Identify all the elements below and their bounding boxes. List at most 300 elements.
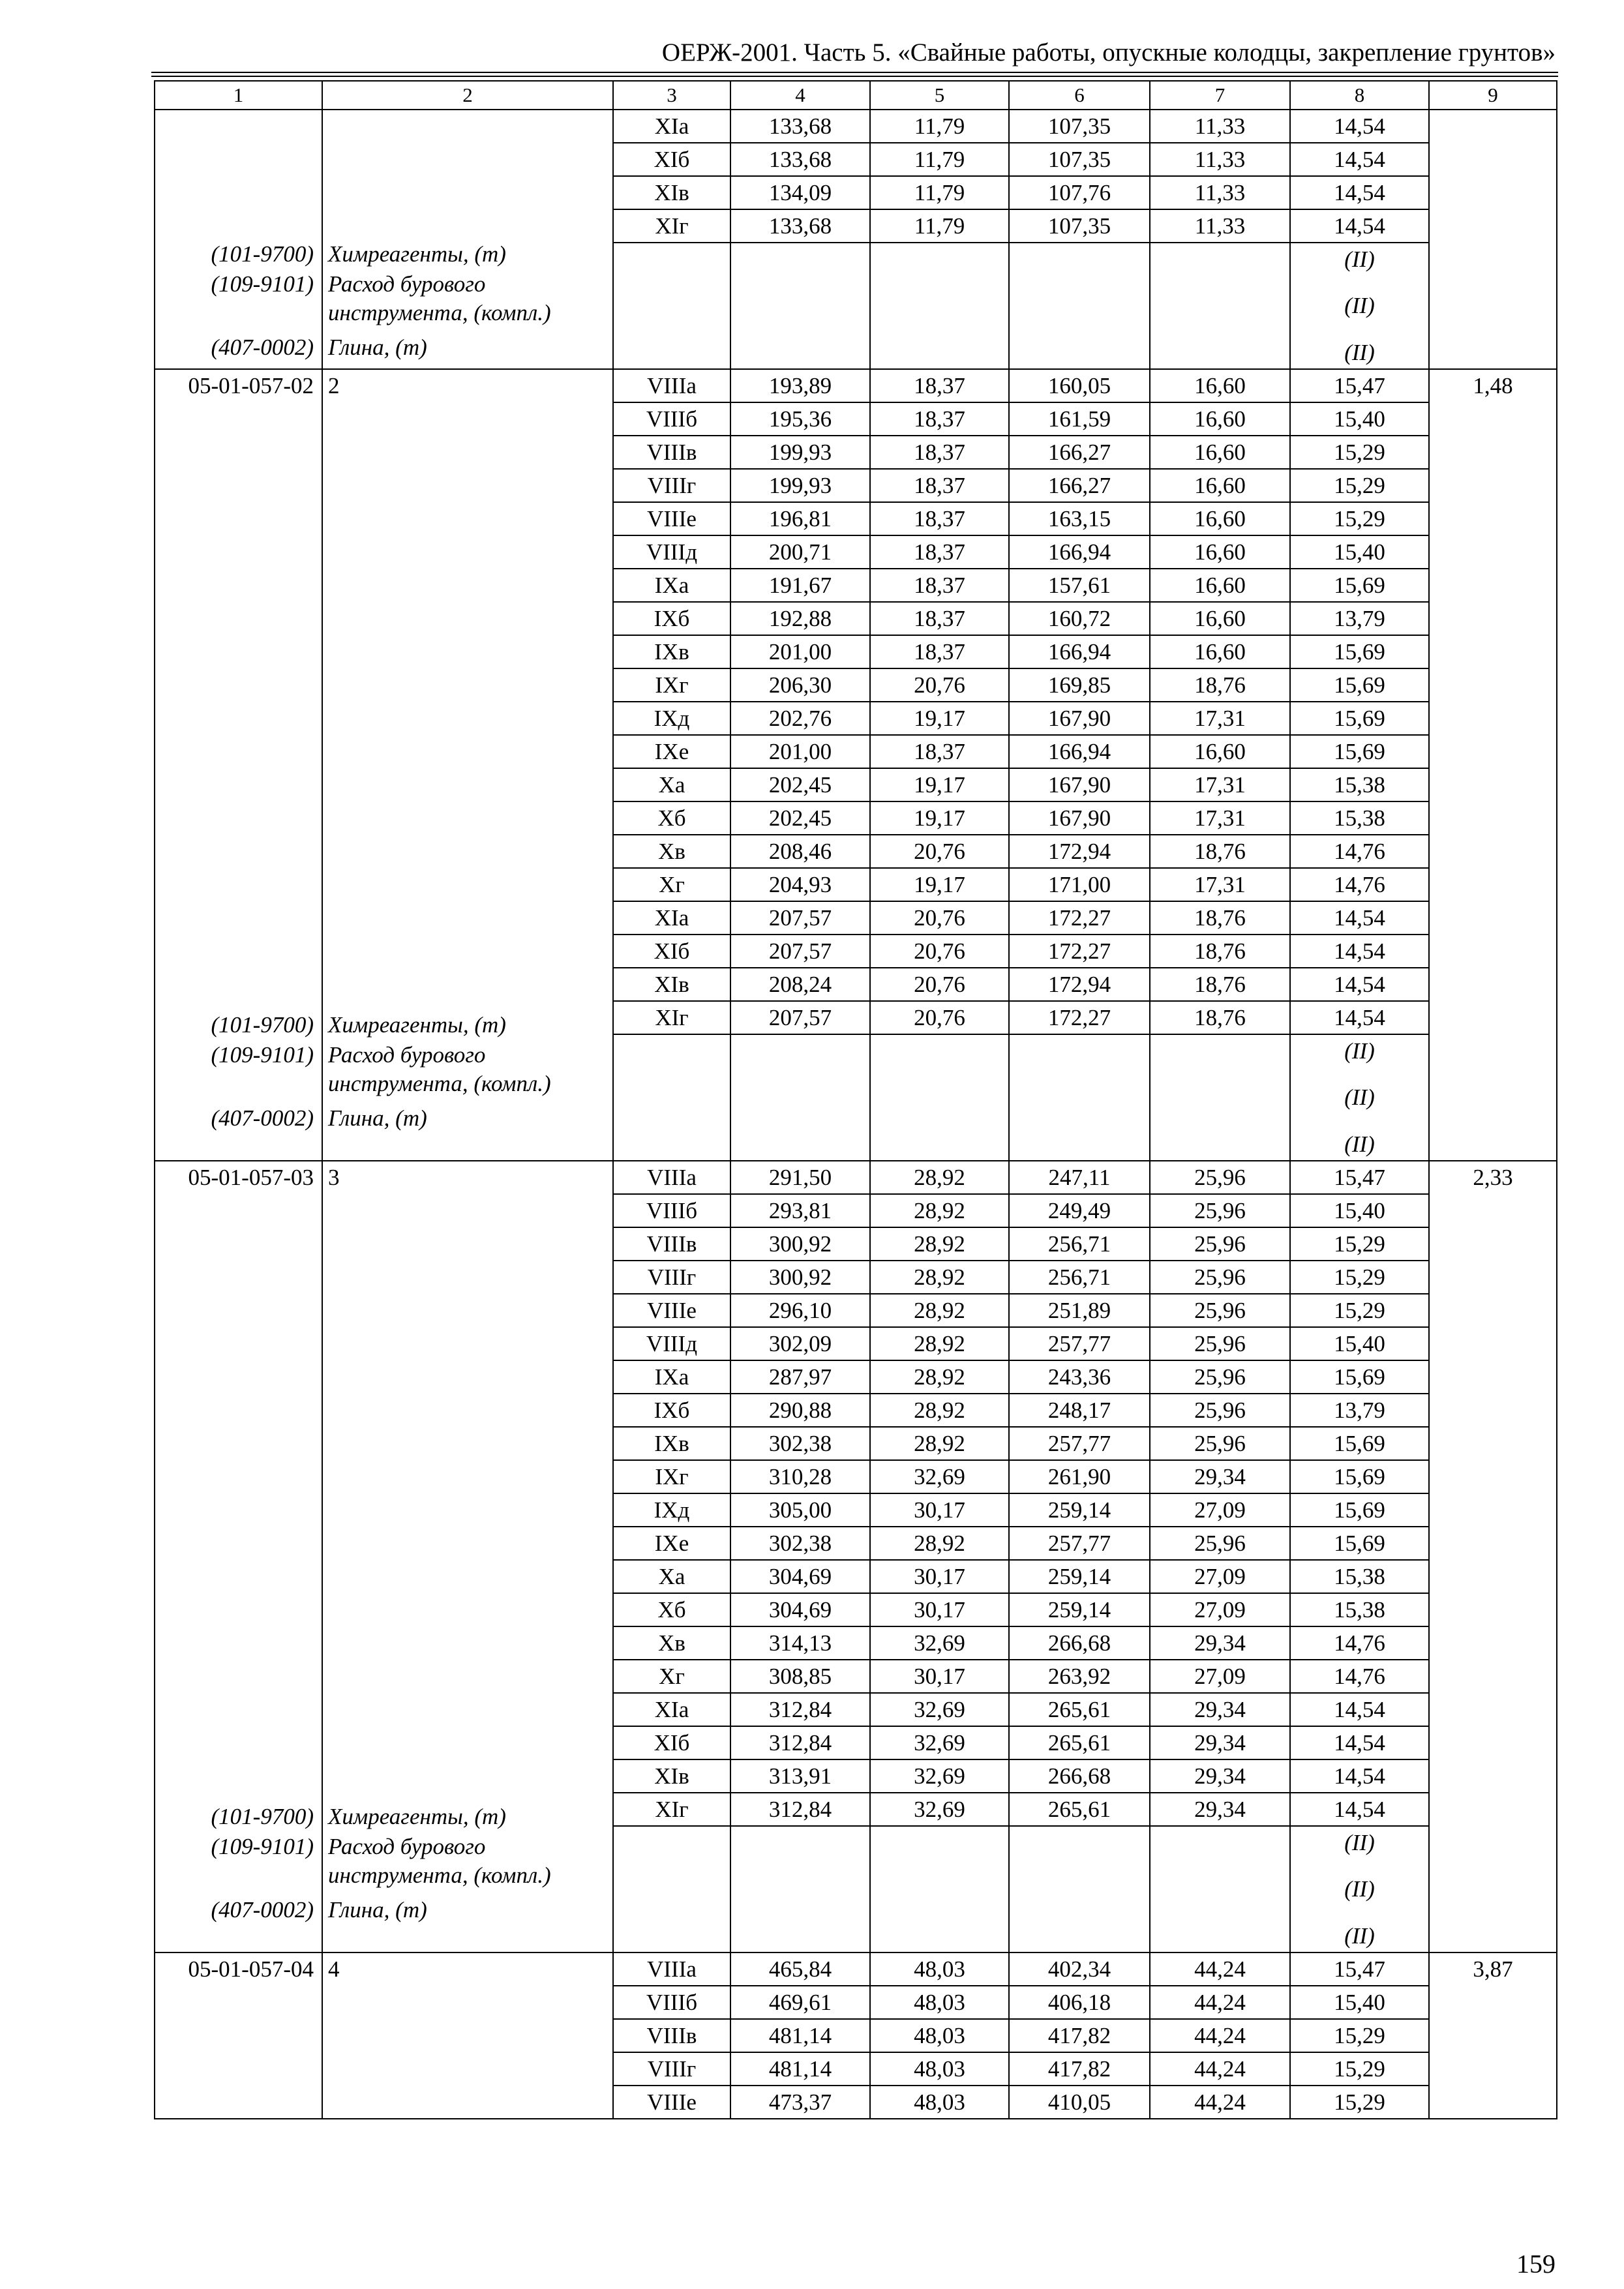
value-cell: 304,69 xyxy=(730,1593,870,1626)
rate-name-cell xyxy=(322,110,613,369)
column-number: 6 xyxy=(1009,81,1150,110)
value-cell: 16,60 xyxy=(1150,535,1290,569)
resource-name: Расход бурового инструмента, (компл.) xyxy=(328,1834,551,1888)
value-cell: 310,28 xyxy=(730,1460,870,1493)
empty-cell xyxy=(730,1859,870,1920)
value-cell: 160,05 xyxy=(1009,369,1150,402)
empty-cell xyxy=(1150,1859,1290,1920)
value-cell: 16,60 xyxy=(1150,502,1290,535)
value-cell: 15,38 xyxy=(1290,768,1429,801)
value-cell: 44,24 xyxy=(1150,1986,1290,2019)
value-cell: 15,29 xyxy=(1290,502,1429,535)
value-cell: 202,76 xyxy=(730,702,870,735)
empty-cell xyxy=(870,1067,1009,1128)
value-cell: 256,71 xyxy=(1009,1261,1150,1294)
value-cell: 18,76 xyxy=(1150,968,1290,1001)
value-cell: 27,09 xyxy=(1150,1560,1290,1593)
empty-cell xyxy=(870,1826,1009,1859)
col9-value-cell: 3,87 xyxy=(1429,1952,1557,2119)
empty-cell xyxy=(730,1067,870,1128)
value-cell: 293,81 xyxy=(730,1194,870,1227)
table-row xyxy=(155,1161,1557,1194)
value-cell: XIб xyxy=(613,935,730,968)
value-cell: 15,47 xyxy=(1290,369,1429,402)
value-cell: 29,34 xyxy=(1150,1626,1290,1660)
value-cell: 195,36 xyxy=(730,402,870,436)
col9-value-cell: 1,48 xyxy=(1429,369,1557,1161)
value-cell: 266,68 xyxy=(1009,1759,1150,1793)
value-cell: 30,17 xyxy=(870,1593,1009,1626)
value-cell: 15,29 xyxy=(1290,2019,1429,2052)
column-number: 9 xyxy=(1429,81,1557,110)
empty-cell xyxy=(730,1034,870,1067)
value-cell: 308,85 xyxy=(730,1660,870,1693)
value-cell: 28,92 xyxy=(870,1527,1009,1560)
resource-mark-cell: (II) xyxy=(1290,1859,1429,1920)
value-cell: IXе xyxy=(613,1527,730,1560)
empty-cell xyxy=(1150,243,1290,275)
value-cell: 167,90 xyxy=(1009,768,1150,801)
value-cell: XIб xyxy=(613,1726,730,1759)
value-cell: 13,79 xyxy=(1290,602,1429,635)
value-cell: 417,82 xyxy=(1009,2019,1150,2052)
value-cell: 265,61 xyxy=(1009,1693,1150,1726)
value-cell: 19,17 xyxy=(870,702,1009,735)
value-cell: 199,93 xyxy=(730,469,870,502)
value-cell: VIIIг xyxy=(613,2052,730,2086)
value-cell: 15,69 xyxy=(1290,668,1429,702)
value-cell: 16,60 xyxy=(1150,635,1290,668)
value-cell: 192,88 xyxy=(730,602,870,635)
value-cell: 249,49 xyxy=(1009,1194,1150,1227)
value-cell: 257,77 xyxy=(1009,1527,1150,1560)
value-cell: 15,69 xyxy=(1290,1527,1429,1560)
value-cell: 15,40 xyxy=(1290,402,1429,436)
value-cell: Xб xyxy=(613,801,730,835)
value-cell: 265,61 xyxy=(1009,1793,1150,1826)
resource-code: (407-0002) xyxy=(211,1897,314,1922)
value-cell: 11,79 xyxy=(870,209,1009,243)
value-cell: XIв xyxy=(613,968,730,1001)
value-cell: 44,24 xyxy=(1150,2052,1290,2086)
value-cell: 32,69 xyxy=(870,1693,1009,1726)
empty-cell xyxy=(1009,1067,1150,1128)
value-cell: 30,17 xyxy=(870,1660,1009,1693)
value-cell: 257,77 xyxy=(1009,1427,1150,1460)
value-cell: 18,37 xyxy=(870,369,1009,402)
value-cell: 27,09 xyxy=(1150,1593,1290,1626)
page-number: 159 xyxy=(1516,2249,1556,2279)
empty-cell xyxy=(613,1920,730,1952)
value-cell: 25,96 xyxy=(1150,1527,1290,1560)
value-cell: 11,33 xyxy=(1150,143,1290,176)
value-cell: 133,68 xyxy=(730,209,870,243)
value-cell: 27,09 xyxy=(1150,1660,1290,1693)
empty-cell xyxy=(613,1859,730,1920)
empty-cell xyxy=(1150,1826,1290,1859)
value-cell: 302,38 xyxy=(730,1427,870,1460)
rate-name-cell: 2 Химреагенты, (т) Расход бурового инструмента, (компл.) Глина, (т) xyxy=(322,369,613,1161)
column-number: 8 xyxy=(1290,81,1429,110)
resource-mark-cell: (II) xyxy=(1290,243,1429,275)
empty-cell xyxy=(613,243,730,275)
value-cell: 172,27 xyxy=(1009,935,1150,968)
resource-mark-cell: (II) xyxy=(1290,1128,1429,1161)
value-cell: 196,81 xyxy=(730,502,870,535)
value-cell: IXб xyxy=(613,1394,730,1427)
value-cell: 16,60 xyxy=(1150,469,1290,502)
value-cell: 25,96 xyxy=(1150,1427,1290,1460)
column-number-row xyxy=(155,81,1557,110)
value-cell: 15,38 xyxy=(1290,801,1429,835)
value-cell: 18,37 xyxy=(870,535,1009,569)
resource-code: (407-0002) xyxy=(211,335,314,360)
empty-cell xyxy=(613,1067,730,1128)
value-cell: 13,79 xyxy=(1290,1394,1429,1427)
value-cell: 15,69 xyxy=(1290,735,1429,768)
value-cell: 256,71 xyxy=(1009,1227,1150,1261)
value-cell: XIа xyxy=(613,901,730,935)
table-row xyxy=(155,110,1557,143)
value-cell: 30,17 xyxy=(870,1560,1009,1593)
rate-code-cell: 05-01-057-04 xyxy=(155,1952,322,2119)
empty-cell xyxy=(1150,1034,1290,1067)
value-cell: VIIIв xyxy=(613,436,730,469)
value-cell: 107,35 xyxy=(1009,209,1150,243)
value-cell: 25,96 xyxy=(1150,1294,1290,1327)
value-cell: 206,30 xyxy=(730,668,870,702)
value-cell: 32,69 xyxy=(870,1793,1009,1826)
value-cell: 48,03 xyxy=(870,2086,1009,2119)
value-cell: 204,93 xyxy=(730,868,870,901)
value-cell: 265,61 xyxy=(1009,1726,1150,1759)
value-cell: 417,82 xyxy=(1009,2052,1150,2086)
value-cell: 20,76 xyxy=(870,835,1009,868)
value-cell: 25,96 xyxy=(1150,1161,1290,1194)
value-cell: 25,96 xyxy=(1150,1261,1290,1294)
empty-cell xyxy=(1009,1920,1150,1952)
value-cell: 410,05 xyxy=(1009,2086,1150,2119)
value-cell: 133,68 xyxy=(730,143,870,176)
value-cell: 15,69 xyxy=(1290,702,1429,735)
resource-code: (101-9700) xyxy=(211,1804,314,1829)
value-cell: 166,94 xyxy=(1009,535,1150,569)
col9-value-cell xyxy=(1429,110,1557,369)
value-cell: IXд xyxy=(613,702,730,735)
value-cell: 17,31 xyxy=(1150,801,1290,835)
value-cell: 263,92 xyxy=(1009,1660,1150,1693)
value-cell: 19,17 xyxy=(870,801,1009,835)
value-cell: 312,84 xyxy=(730,1793,870,1826)
value-cell: 207,57 xyxy=(730,935,870,968)
value-cell: 133,68 xyxy=(730,110,870,143)
value-cell: XIв xyxy=(613,176,730,209)
value-cell: Xв xyxy=(613,1626,730,1660)
value-cell: 473,37 xyxy=(730,2086,870,2119)
value-cell: 14,54 xyxy=(1290,968,1429,1001)
value-cell: 14,76 xyxy=(1290,1660,1429,1693)
value-cell: 200,71 xyxy=(730,535,870,569)
empty-cell xyxy=(870,1034,1009,1067)
value-cell: 17,31 xyxy=(1150,868,1290,901)
empty-cell xyxy=(730,1128,870,1161)
value-cell: 481,14 xyxy=(730,2052,870,2086)
value-cell: 16,60 xyxy=(1150,569,1290,602)
value-cell: 259,14 xyxy=(1009,1593,1150,1626)
empty-cell xyxy=(613,1128,730,1161)
value-cell: 17,31 xyxy=(1150,768,1290,801)
value-cell: 44,24 xyxy=(1150,2019,1290,2052)
empty-cell xyxy=(613,1034,730,1067)
value-cell: VIIIб xyxy=(613,1986,730,2019)
value-cell: 207,57 xyxy=(730,1001,870,1034)
value-cell: IXе xyxy=(613,735,730,768)
value-cell: VIIIа xyxy=(613,1161,730,1194)
value-cell: 14,76 xyxy=(1290,1626,1429,1660)
empty-cell xyxy=(1009,1128,1150,1161)
value-cell: 14,54 xyxy=(1290,1001,1429,1034)
resource-name: Химреагенты, (т) xyxy=(328,1012,506,1038)
value-cell: 191,67 xyxy=(730,569,870,602)
value-cell: 134,09 xyxy=(730,176,870,209)
page-header-title: ОЕРЖ-2001. Часть 5. «Свайные работы, опускные колодцы, закрепление грунтов» xyxy=(661,38,1556,67)
value-cell: Xг xyxy=(613,868,730,901)
value-cell: 247,11 xyxy=(1009,1161,1150,1194)
value-cell: 16,60 xyxy=(1150,735,1290,768)
value-cell: 30,17 xyxy=(870,1493,1009,1527)
value-cell: VIIIд xyxy=(613,535,730,569)
value-cell: 18,37 xyxy=(870,735,1009,768)
value-cell: 287,97 xyxy=(730,1360,870,1394)
value-cell: 166,27 xyxy=(1009,436,1150,469)
resource-code: (109-9101) xyxy=(211,1042,314,1068)
value-cell: 167,90 xyxy=(1009,702,1150,735)
value-cell: 202,45 xyxy=(730,768,870,801)
value-cell: 266,68 xyxy=(1009,1626,1150,1660)
value-cell: 15,69 xyxy=(1290,569,1429,602)
value-cell: 202,45 xyxy=(730,801,870,835)
value-cell: VIIIб xyxy=(613,1194,730,1227)
value-cell: 14,76 xyxy=(1290,868,1429,901)
value-cell: XIг xyxy=(613,209,730,243)
value-cell: 15,47 xyxy=(1290,1161,1429,1194)
value-cell: 290,88 xyxy=(730,1394,870,1427)
resource-mark-cell: (II) xyxy=(1290,1067,1429,1128)
value-cell: 25,96 xyxy=(1150,1360,1290,1394)
value-cell: 28,92 xyxy=(870,1427,1009,1460)
value-cell: 166,94 xyxy=(1009,735,1150,768)
value-cell: 18,37 xyxy=(870,502,1009,535)
value-cell: 402,34 xyxy=(1009,1952,1150,1986)
value-cell: 296,10 xyxy=(730,1294,870,1327)
resource-name: Глина, (т) xyxy=(328,1105,427,1131)
value-cell: 44,24 xyxy=(1150,1952,1290,1986)
value-cell: 259,14 xyxy=(1009,1560,1150,1593)
value-cell: 469,61 xyxy=(730,1986,870,2019)
value-cell: 14,54 xyxy=(1290,935,1429,968)
value-cell: Xв xyxy=(613,835,730,868)
value-cell: 48,03 xyxy=(870,1952,1009,1986)
value-cell: 18,76 xyxy=(1150,901,1290,935)
value-cell: 201,00 xyxy=(730,735,870,768)
value-cell: 28,92 xyxy=(870,1327,1009,1360)
empty-cell xyxy=(870,337,1009,369)
value-cell: 481,14 xyxy=(730,2019,870,2052)
value-cell: 28,92 xyxy=(870,1161,1009,1194)
value-cell: 18,37 xyxy=(870,436,1009,469)
value-cell: 243,36 xyxy=(1009,1360,1150,1394)
value-cell: Xа xyxy=(613,1560,730,1593)
value-cell: 166,94 xyxy=(1009,635,1150,668)
value-cell: 259,14 xyxy=(1009,1493,1150,1527)
value-cell: 261,90 xyxy=(1009,1460,1150,1493)
value-cell: 14,76 xyxy=(1290,835,1429,868)
value-cell: 15,47 xyxy=(1290,1952,1429,1986)
value-cell: IXг xyxy=(613,1460,730,1493)
value-cell: 16,60 xyxy=(1150,436,1290,469)
value-cell: 15,29 xyxy=(1290,2052,1429,2086)
value-cell: 28,92 xyxy=(870,1194,1009,1227)
value-cell: 257,77 xyxy=(1009,1327,1150,1360)
value-cell: 291,50 xyxy=(730,1161,870,1194)
column-number: 4 xyxy=(730,81,870,110)
value-cell: 163,15 xyxy=(1009,502,1150,535)
value-cell: 14,54 xyxy=(1290,176,1429,209)
value-cell: 15,29 xyxy=(1290,469,1429,502)
value-cell: 171,00 xyxy=(1009,868,1150,901)
value-cell: Xа xyxy=(613,768,730,801)
value-cell: 15,29 xyxy=(1290,2086,1429,2119)
value-cell: 28,92 xyxy=(870,1294,1009,1327)
value-cell: 11,79 xyxy=(870,143,1009,176)
value-cell: 48,03 xyxy=(870,2052,1009,2086)
rate-code-cell xyxy=(155,110,322,369)
value-cell: 16,60 xyxy=(1150,402,1290,436)
value-cell: 11,33 xyxy=(1150,176,1290,209)
rate-code-cell: 05-01-057-02 (101-9700) (109-9101) (407-0002) xyxy=(155,369,322,1161)
value-cell: 18,37 xyxy=(870,602,1009,635)
value-cell: 44,24 xyxy=(1150,2086,1290,2119)
value-cell: 29,34 xyxy=(1150,1726,1290,1759)
value-cell: IXа xyxy=(613,1360,730,1394)
resource-code: (101-9700) xyxy=(211,1012,314,1038)
value-cell: 15,29 xyxy=(1290,1227,1429,1261)
empty-cell xyxy=(730,275,870,337)
value-cell: 15,69 xyxy=(1290,1460,1429,1493)
value-cell: 29,34 xyxy=(1150,1759,1290,1793)
value-cell: 18,76 xyxy=(1150,1001,1290,1034)
value-cell: VIIIг xyxy=(613,1261,730,1294)
value-cell: 15,40 xyxy=(1290,1327,1429,1360)
value-cell: 300,92 xyxy=(730,1227,870,1261)
empty-cell xyxy=(730,1826,870,1859)
value-cell: XIг xyxy=(613,1793,730,1826)
resource-mark-cell: (II) xyxy=(1290,1034,1429,1067)
value-cell: 32,69 xyxy=(870,1759,1009,1793)
value-cell: 208,24 xyxy=(730,968,870,1001)
empty-cell xyxy=(1150,1128,1290,1161)
value-cell: 16,60 xyxy=(1150,602,1290,635)
value-cell: 16,60 xyxy=(1150,369,1290,402)
resource-code: (101-9700) xyxy=(211,241,314,267)
empty-cell xyxy=(870,275,1009,337)
value-cell: 302,09 xyxy=(730,1327,870,1360)
value-cell: 312,84 xyxy=(730,1726,870,1759)
resource-mark-cell: (II) xyxy=(1290,275,1429,337)
rates-table xyxy=(154,80,1557,2119)
value-cell: 29,34 xyxy=(1150,1793,1290,1826)
rate-name-cell: 4 xyxy=(322,1952,613,2119)
value-cell: 25,96 xyxy=(1150,1394,1290,1427)
value-cell: Xг xyxy=(613,1660,730,1693)
value-cell: XIа xyxy=(613,1693,730,1726)
resource-name: Расход бурового инструмента, (компл.) xyxy=(328,271,551,325)
empty-cell xyxy=(1150,275,1290,337)
value-cell: 305,00 xyxy=(730,1493,870,1527)
value-cell: 15,69 xyxy=(1290,1493,1429,1527)
value-cell: 201,00 xyxy=(730,635,870,668)
value-cell: 28,92 xyxy=(870,1394,1009,1427)
column-number: 3 xyxy=(613,81,730,110)
value-cell: 15,38 xyxy=(1290,1560,1429,1593)
value-cell: 14,54 xyxy=(1290,110,1429,143)
value-cell: 314,13 xyxy=(730,1626,870,1660)
value-cell: 15,40 xyxy=(1290,1194,1429,1227)
value-cell: 28,92 xyxy=(870,1227,1009,1261)
empty-cell xyxy=(1009,1826,1150,1859)
value-cell: 14,54 xyxy=(1290,1693,1429,1726)
value-cell: 20,76 xyxy=(870,668,1009,702)
value-cell: 304,69 xyxy=(730,1560,870,1593)
empty-cell xyxy=(730,243,870,275)
value-cell: XIа xyxy=(613,110,730,143)
column-number: 5 xyxy=(870,81,1009,110)
value-cell: 207,57 xyxy=(730,901,870,935)
col9-value-cell: 2,33 xyxy=(1429,1161,1557,1952)
value-cell: 11,79 xyxy=(870,110,1009,143)
empty-cell xyxy=(870,1128,1009,1161)
value-cell: 300,92 xyxy=(730,1261,870,1294)
value-cell: 166,27 xyxy=(1009,469,1150,502)
value-cell: IXв xyxy=(613,1427,730,1460)
value-cell: IXг xyxy=(613,668,730,702)
resource-code: (407-0002) xyxy=(211,1105,314,1131)
value-cell: 302,38 xyxy=(730,1527,870,1560)
rate-name-cell: 3 Химреагенты, (т) Расход бурового инструмента, (компл.) Глина, (т) xyxy=(322,1161,613,1952)
resource-mark-cell: (II) xyxy=(1290,1826,1429,1859)
value-cell: 29,34 xyxy=(1150,1693,1290,1726)
column-number: 7 xyxy=(1150,81,1290,110)
value-cell: 167,90 xyxy=(1009,801,1150,835)
value-cell: VIIIв xyxy=(613,1227,730,1261)
value-cell: VIIIб xyxy=(613,402,730,436)
resource-name: Глина, (т) xyxy=(328,1897,427,1922)
value-cell: 18,76 xyxy=(1150,668,1290,702)
value-cell: XIб xyxy=(613,143,730,176)
value-cell: 172,94 xyxy=(1009,835,1150,868)
rate-code-cell: 05-01-057-03 (101-9700) (109-9101) (407-0002) xyxy=(155,1161,322,1952)
value-cell: 15,69 xyxy=(1290,1360,1429,1394)
table-row xyxy=(155,1952,1557,1986)
value-cell: 169,85 xyxy=(1009,668,1150,702)
resource-mark-cell: (II) xyxy=(1290,337,1429,369)
value-cell: Xб xyxy=(613,1593,730,1626)
value-cell: 172,27 xyxy=(1009,1001,1150,1034)
value-cell: 406,18 xyxy=(1009,1986,1150,2019)
value-cell: 48,03 xyxy=(870,2019,1009,2052)
empty-cell xyxy=(1009,1859,1150,1920)
resource-mark-cell: (II) xyxy=(1290,1920,1429,1952)
